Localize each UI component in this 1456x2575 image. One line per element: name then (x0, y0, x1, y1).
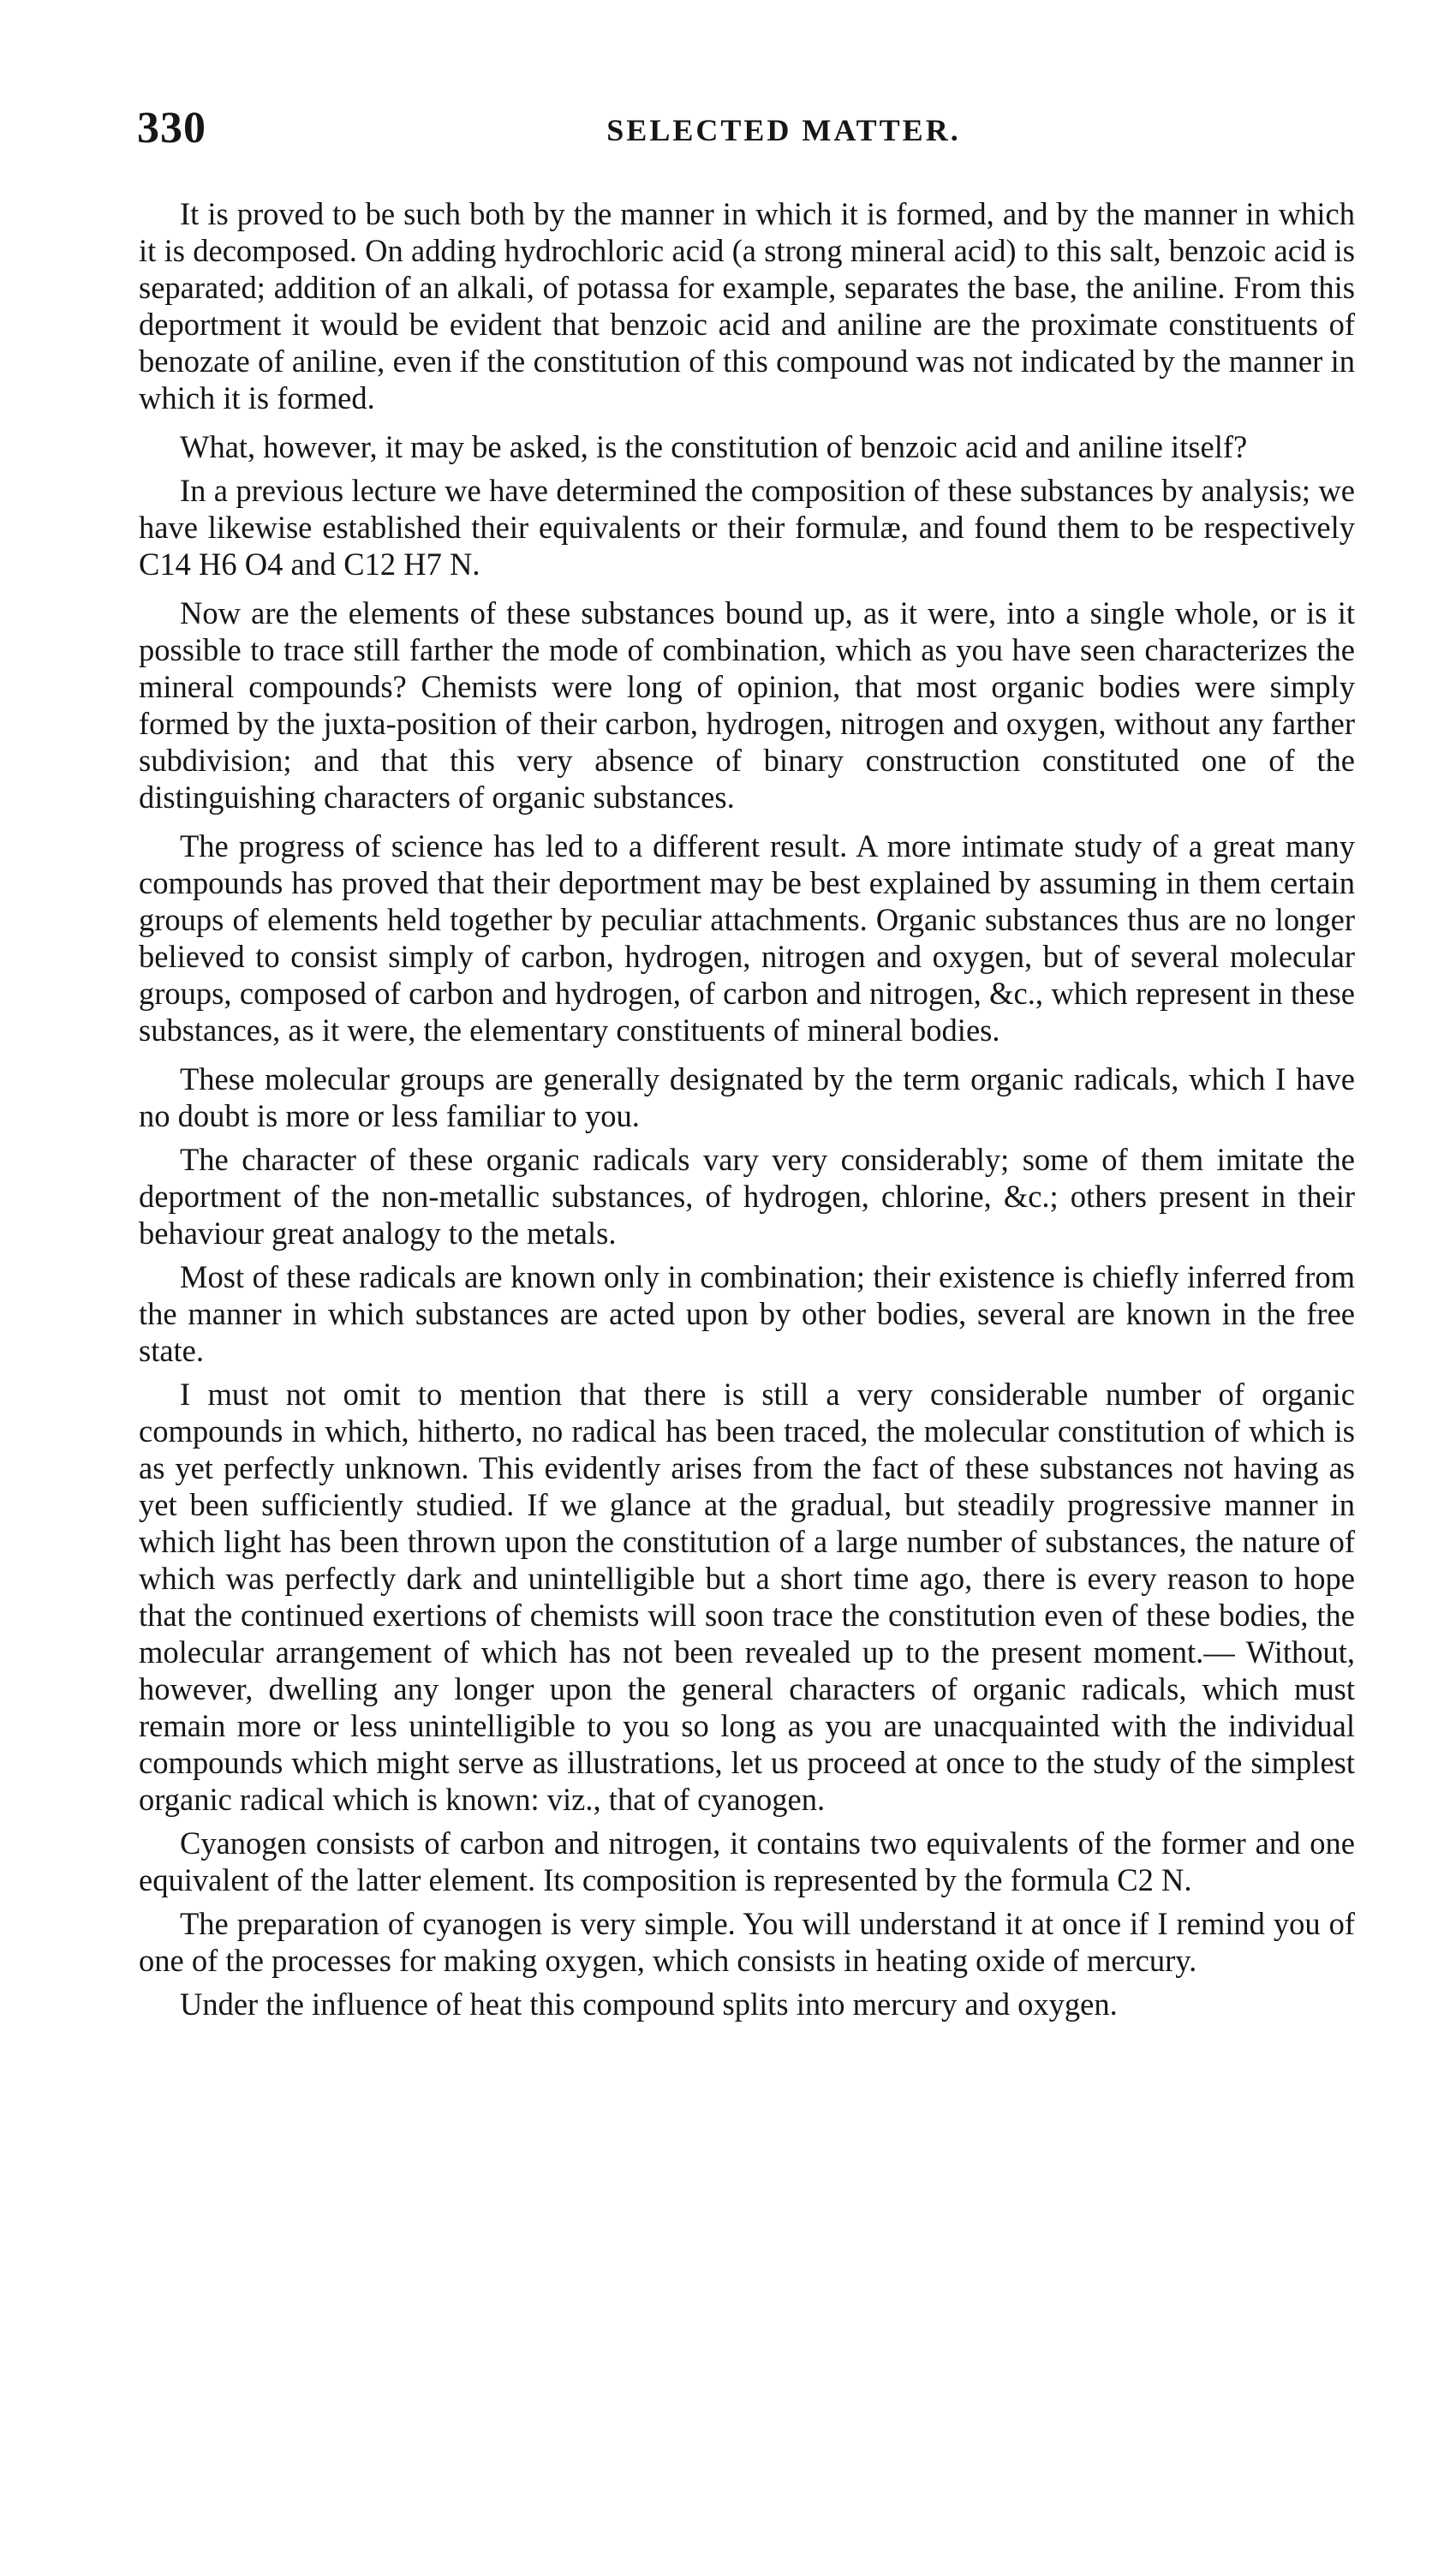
paragraph: The preparation of cyanogen is very simple. You will understand it at once if I remind you of one of the processes for making oxygen, which consists in heating oxide of mercury. (139, 1906, 1355, 1978)
paragraph: What, however, it may be asked, is the constitution of benzoic acid and aniline itself? (180, 429, 1248, 464)
paragraph: In a previous lecture we have determined the composition of these substances by analysis; we have likewise established their equivalents or their formulæ, and found them to be respectively C14 H6 O4 and C12 H7 N. (139, 473, 1355, 582)
paragraph: Cyanogen consists of carbon and nitrogen, it contains two equivalents of the former and one equivalent of the latter element. Its composition is represented by the formula C2 N. (139, 1825, 1355, 1897)
body-text (139, 195, 1355, 2029)
paragraph: The character of these organic radicals vary very considerably; some of them imitate the deportment of the non-metallic substances, of hydrogen, chlorine, &c.; others present in their behaviour great analogy to the metals. (139, 1142, 1355, 1251)
page-number: 330 (137, 104, 206, 152)
running-head (137, 101, 1328, 161)
paragraph: I must not omit to mention that there is still a very considerable number of organic compounds in which, hitherto, no radical has been traced, the molecular constitution of which is as yet perfectly unknown. This evidently arises from the fact of these substances not having as yet been sufficiently studied. If we glance at the gradual, but steadily progressive manner in which light has been thrown upon the constitution of a large number of substances, the nature of which was perfectly dark and unintelligible but a short time ago, there is every reason to hope that the continued exertions of chemists will soon trace the constitution even of these bodies, the molecular arrangement of which has not been revealed up to the present moment.— Without, however, dwelling any longer upon the general characters of organic radicals, which must remain more or less unintelligible to you so long as you are unacquainted with the individual compounds which might serve as illustrations, let us proceed at once to the study of the simplest organic radical which is known: viz., that of cyanogen. (139, 1377, 1355, 1817)
running-title: SELECTED MATTER. (606, 113, 961, 147)
paragraph: Now are the elements of these substances bound up, as it were, into a single whole, or is it possible to trace still farther the mode of combination, which as you have seen characterizes the mineral compounds? Chemists were long of opinion, that most organic bodies were simply formed by the juxta-position of their carbon, hydrogen, nitrogen and oxygen, without any farther subdivision; and that this very absence of binary construction constituted one of the distinguishing characters of organic substances. (139, 595, 1355, 815)
paragraph: Most of these radicals are known only in combination; their existence is chiefly inferred from the manner in which substances are acted upon by other bodies, several are known in the free state. (139, 1259, 1355, 1368)
paragraph: These molecular groups are generally designated by the term organic radicals, which I have no doubt is more or less familiar to you. (139, 1061, 1355, 1133)
paragraph: It is proved to be such both by the manner in which it is formed, and by the manner in which it is decomposed. On adding hydrochloric acid (a strong mineral acid) to this salt, benzoic acid is separated; addition of an alkali, of potassa for example, separates the base, the aniline. From this deportment it would be evident that benzoic acid and aniline are the proximate constituents of benozate of aniline, even if the constitution of this compound was not indicated by the manner in which it is formed. (139, 196, 1355, 415)
paragraph: The progress of science has led to a different result. A more intimate study of a great many compounds has proved that their deportment may be best explained by assuming in them certain groups of elements held together by peculiar attachments. Organic substances thus are no longer believed to consist simply of carbon, hydrogen, nitrogen and oxygen, but of several molecular groups, composed of carbon and hydrogen, of carbon and nitrogen, &c., which represent in these substances, as it were, the elementary constituents of mineral bodies. (139, 828, 1355, 1048)
paragraph: Under the influence of heat this compound splits into mercury and oxygen. (180, 1987, 1118, 2022)
